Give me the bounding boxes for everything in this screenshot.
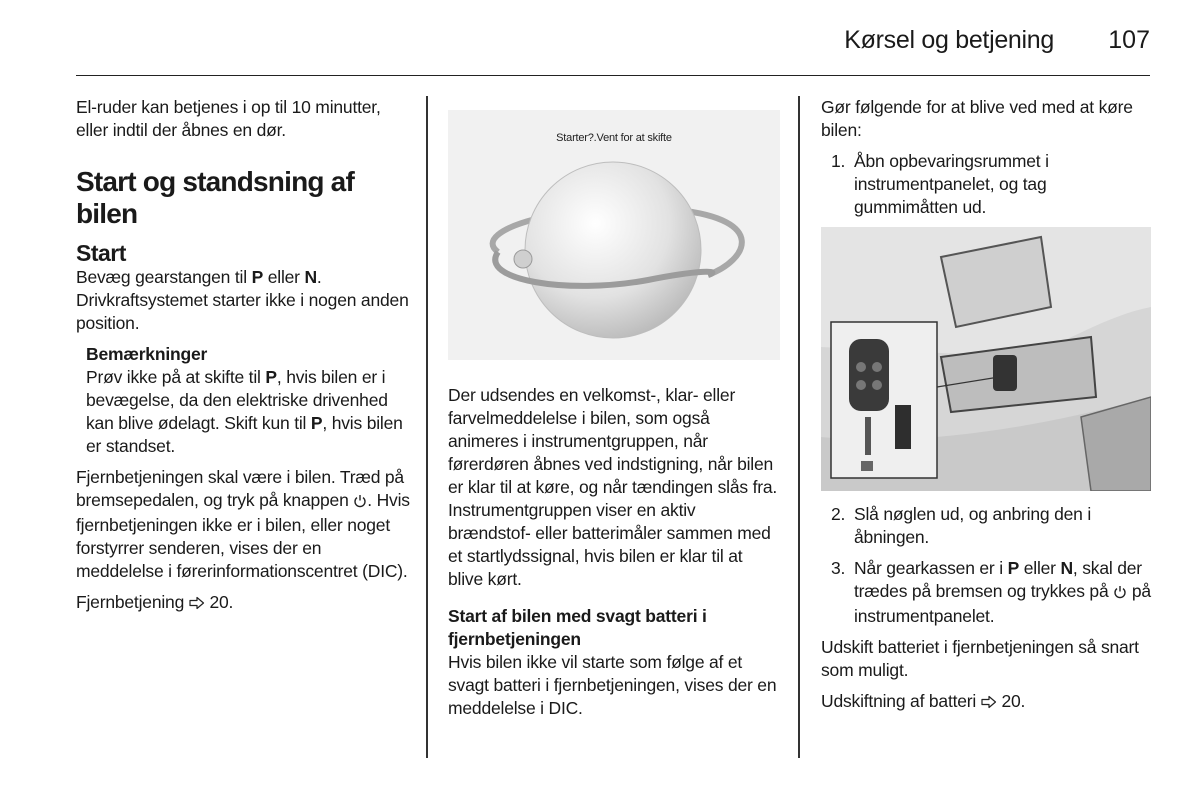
reference-link[interactable]: Udskiftning af batteri 20. <box>821 690 1151 715</box>
subheading-weak-battery: Start af bilen med svagt batteri i fjernbetjeningen <box>448 606 707 649</box>
steps-intro: Gør følgende for at blive ved med at køre bilen: <box>821 97 1133 140</box>
note-title: Bemærkninger <box>86 344 208 364</box>
column-divider-2 <box>798 96 800 758</box>
start-paragraph: Bevæg gearstangen til P eller N. Drivkraftsystemet starter ikke i nogen anden position. <box>76 267 409 333</box>
steps-list-a <box>821 150 1151 219</box>
intro-paragraph: El-ruder kan betjenes i op til 10 minutter, eller indtil der åbnes en dør. <box>76 97 381 140</box>
page-number: 107 <box>1108 26 1150 54</box>
power-button-icon <box>1113 582 1127 605</box>
power-button-icon <box>353 491 367 514</box>
weak-battery-paragraph: Hvis bilen ikke vil starte som følge af et svagt batteri i fjernbetjeningen, vises der en meddelelse i DIC. <box>448 652 777 718</box>
sub-heading-start: Start <box>76 240 126 266</box>
list-item: 1. Åbn opbevaringsrummet i instrumentpanelet, og tag gummimåtten ud. <box>831 151 1049 217</box>
display-illustration <box>448 110 780 360</box>
column-2 <box>448 96 780 728</box>
message-paragraph: Der udsendes en velkomst-, klar- eller farvelmeddelelse i bilen, som også animeres i instrumentgruppen, når førerdøren åbnes ved indstigning, når bilen er klar til at køre, og når tændingen slås fra. Instrumentgruppen viser en aktiv brændstof- eller batterimåler sammen med et startlydssignal, hvis bilen er klar til at blive kørt. <box>448 385 778 589</box>
page-reference-arrow-icon <box>189 593 205 616</box>
list-item: 2. Slå nøglen ud, og anbring den i åbningen. <box>831 504 1092 547</box>
remote-paragraph: Fjernbetjeningen skal være i bilen. Træd på bremsepedalen, og tryk på knappen . Hvis fjernbetjeningen ikke er i bilen, eller noget forstyrrer senderen, vises der en meddelelse i førerinformationscentret (DIC). <box>76 467 410 581</box>
display-message: Starter?.Vent for at skifte <box>556 132 672 144</box>
section-title: Kørsel og betjening <box>844 26 1054 54</box>
column-3 <box>821 96 1151 723</box>
note-text: Prøv ikke på at skifte til P, hvis bilen er i bevægelse, da den elektriske drivenhed kan blive ødelagt. Skift kun til P, hvis bilen er standset. <box>86 367 403 456</box>
replace-battery-paragraph: Udskift batteriet i fjernbetjeningen så snart som muligt. <box>821 637 1139 680</box>
column-1 <box>76 96 410 624</box>
list-item: 3. Når gearkassen er i P eller N, skal der trædes på bremsen og trykkes på på instrumentpanelet. <box>831 558 1151 626</box>
page-reference-arrow-icon <box>981 692 997 715</box>
key-slot-photo <box>821 227 1151 491</box>
column-divider-1 <box>426 96 428 758</box>
note-box <box>86 343 410 458</box>
steps-list-b <box>821 503 1151 628</box>
globe-graphic <box>448 110 780 360</box>
page-header <box>76 22 1150 76</box>
main-heading: Start og standsning af bilen <box>76 166 354 229</box>
reference-link[interactable]: Fjernbetjening 20. <box>76 591 410 616</box>
